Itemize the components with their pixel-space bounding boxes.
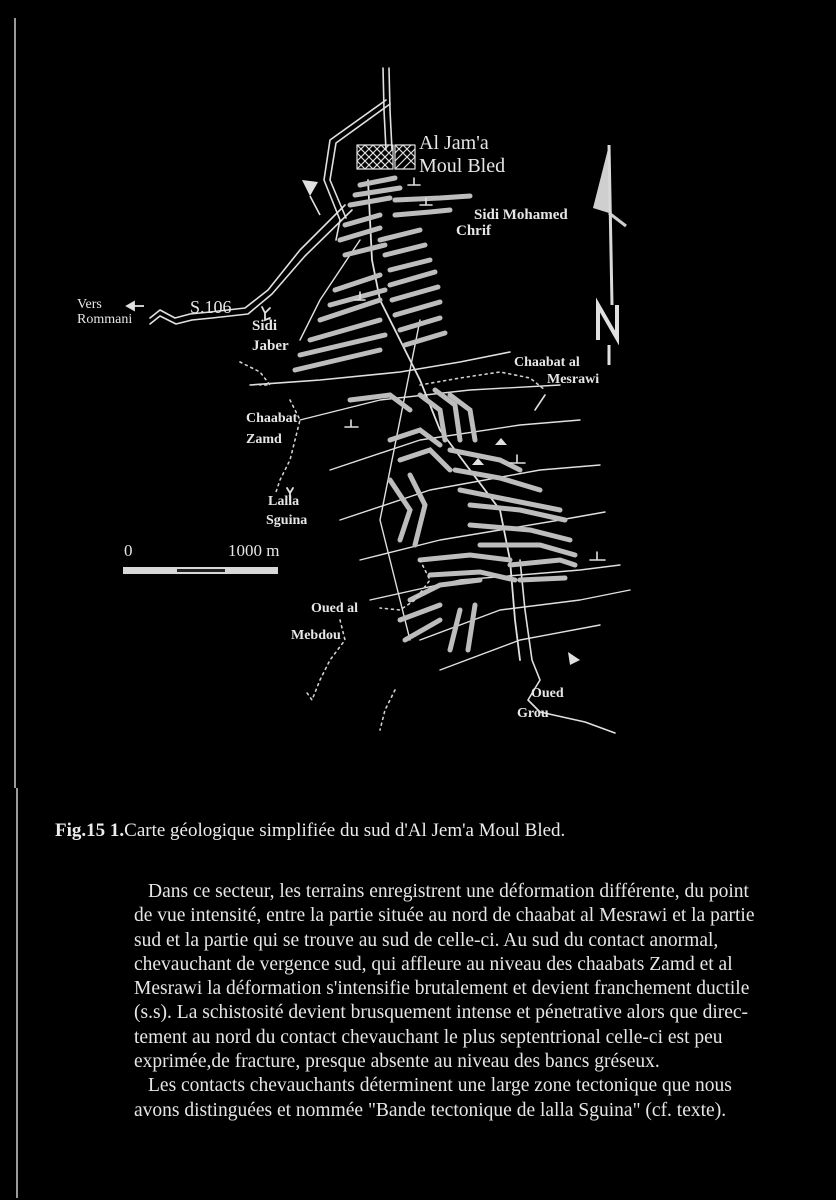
text-line: (s.s). La schistosité devient brusquement intense et pénetrative alors que direc- [134,1002,749,1024]
label-line: Rommani [77,311,133,327]
label-lalla-sguina [268,495,307,528]
label-chaabat-zamd [246,412,297,447]
scale-bar [123,567,278,574]
scale-end-label: 1000 m [228,541,280,560]
road-north [389,68,392,150]
road-s106 [150,205,345,318]
label-line: Vers [77,297,102,312]
label-line: Chrif [456,222,491,239]
text-line: sud et la partie qui se trouve au sud de celle-ci. Au sud du contact anormal, [134,929,719,951]
bedding-strata [295,178,575,650]
label-line: Grou [517,705,549,721]
text-line: Les contacts chevauchants déterminent une large zone tectonique que nous [148,1075,732,1097]
text-line: tement au nord du contact chevauchant le plus septentrional celle-ci est peu [134,1026,723,1048]
label-line: Oued [531,686,564,701]
label-line: Chaabat [246,411,298,426]
label-vers-rommani [77,298,132,327]
label-line: Lalla [268,494,300,509]
scale-start-label: 0 [124,541,133,560]
north-arrow-icon [593,145,626,365]
text-line: Dans ce secteur, les terrains enregistrent une déformation différente, du point [148,881,749,902]
label-line: Al Jam'a [419,132,489,154]
label-al-jama [419,133,505,177]
text-line: de vue intensité, entre la partie située au nord de chaabat al Mesrawi et la partie [134,905,755,927]
figure-number: Fig.15 1. [55,820,125,841]
village-block [357,145,415,169]
label-line: Chaabat al [514,355,580,370]
text-line: exprimée,de fracture, presque absente au niveau des bancs gréseux. [134,1051,660,1073]
fault-line [250,352,510,385]
label-road-s106: S.106 [190,297,232,317]
label-sidi-mohamed [456,207,568,240]
label-line: Sidi Mohamed [474,207,568,223]
label-line: Mesrawi [547,371,600,387]
text-line: chevauchant de vergence sud, qui affleure au niveau des chaabats Zamd et al [134,953,733,975]
road-s106 [150,210,352,324]
fault-line [370,565,620,600]
fault-line [440,625,600,670]
label-chaabat-al-mesrawi [514,356,599,387]
label-line: Zamd [246,431,282,447]
label-line: Oued al [311,601,359,616]
fault-line [330,420,580,470]
label-oued-al-mebdou [291,601,359,643]
body-text [134,880,824,1123]
page-edge-line [16,788,18,1198]
label-sidi-jaber [252,319,289,355]
text-line: avons distinguées et nommée "Bande tectonique de lalla Sguina" (cf. texte). [134,1099,727,1121]
figure-caption-text: Carte géologique simplifiée du sud d'Al Jem'a Moul Bled. [124,820,566,841]
label-line: Sguina [266,512,308,528]
road-loop [324,100,386,240]
label-line: Moul Bled [419,155,506,177]
label-oued-grou [517,686,564,721]
label-line: Jaber [252,337,289,354]
text-line: Mesrawi la déformation s'intensifie brutalement et devient franchement ductile [134,978,750,1000]
label-line: Sidi [252,318,278,334]
label-line: Mebdou [291,627,341,643]
figure-caption [55,820,565,842]
